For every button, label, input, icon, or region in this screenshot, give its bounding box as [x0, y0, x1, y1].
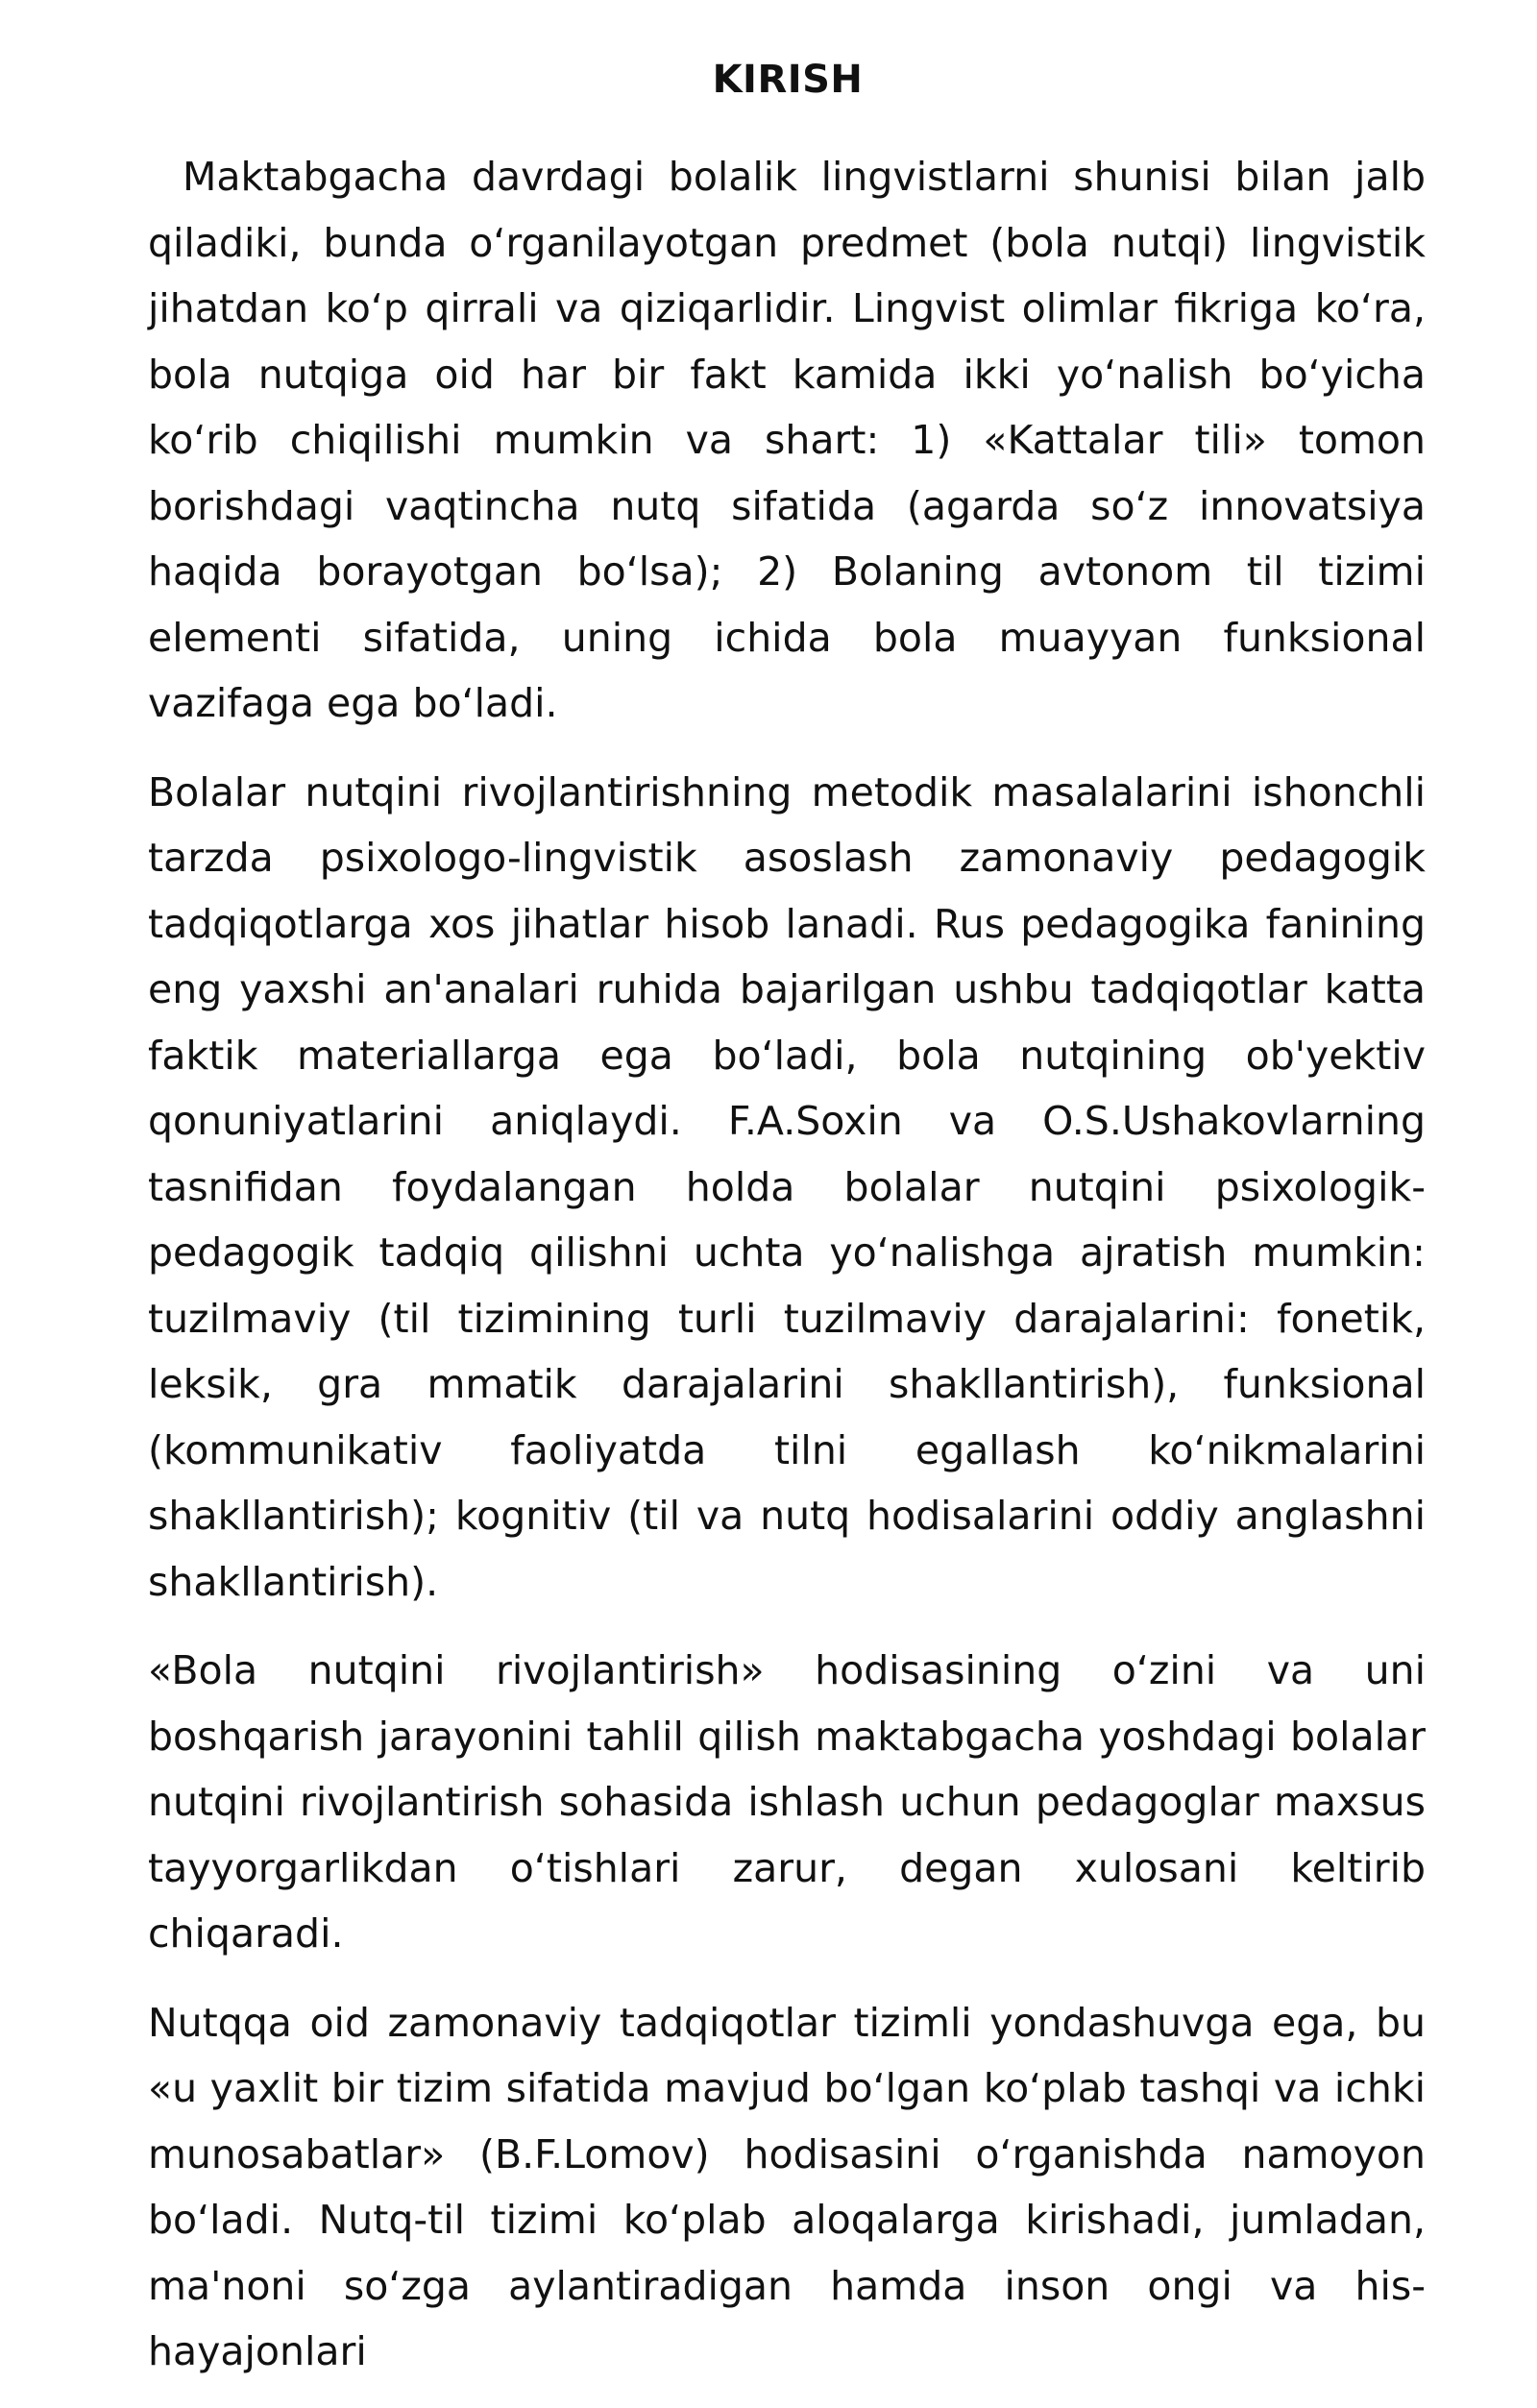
paragraph-3: «Bola nutqini rivojlantirish» hodisasining o‘zini va uni boshqarish jarayonini tahlil qilish maktabgacha yoshdagi bolalar nutqini rivojlantirish sohasida ishlash uchun pedagoglar maxsus tayyorgarlikdan o‘tishlari zarur, degan xulosani keltirib chiqaradi. — [148, 1647, 1426, 1957]
page-title: KIRISH — [712, 58, 864, 102]
paragraph-2: Bolalar nutqini rivojlantirishning metodik masalalarini ishonchli tarzda psixologo-lingvistik asoslash zamonaviy pedagogik tadqiqotlarga xos jihatlar hisob lanadi. Rus pedagogika fanining eng yaxshi an'analari ruhida bajarilgan ushbu tadqiqotlar katta faktik materiallarga ega bo‘ladi, bola nutqining ob'yektiv qonuniyatlarini aniqlaydi. F.A.Soxin va O.S.Ushakovlarning tasnifidan foydalangan holda bolalar nutqini psixologik-pedagogik tadqiq qilishni uchta yo‘nalishga ajratish mumkin: tuzilmaviy (til tizimining turli tuzilmaviy darajalarini: fonetik, leksik, gra mmatik darajalarini shakllantirish), funksional (kommunikativ faoliyatda tilni egallash ko‘nikmalarini shakllantirish); kognitiv (til va nutq hodisalarini oddiy anglashni shakllantirish). — [148, 768, 1426, 1605]
document-body — [148, 144, 1426, 2408]
paragraph-1: Maktabgacha davrdagi bolalik lingvistlarni shunisi bilan jalb qiladiki, bunda o‘rganilayotgan predmet (bola nutqi) lingvistik jihatdan ko‘p qirrali va qiziqarlidir. Lingvist olimlar fikriga ko‘ra, bola nutqiga oid har bir fakt kamida ikki yo‘nalish bo‘yicha ko‘rib chiqilishi mumkin va shart: 1) «Kattalar tili» tomon borishdagi vaqtincha nutq sifatida (agarda so‘z innovatsiya haqida borayotgan bo‘lsa); 2) Bolaning avtonom til tizimi elementi sifatida, uning ichida bola muayyan funksional vazifaga ega bo‘ladi. — [148, 154, 1426, 726]
paragraph-4: Nutqqa oid zamonaviy tadqiqotlar tizimli yondashuvga ega, bu «u yaxlit bir tizim sifatida mavjud bo‘lgan ko‘plab tashqi va ichki munosabatlar» (B.F.Lomov) hodisasini o‘rganishda namoyon bo‘ladi. Nutq-til tizimi ko‘plab aloqalarga kirishadi, jumladan, ma'noni so‘zga aylantiradigan hamda inson ongi va his-hayajonlari — [148, 1999, 1426, 2374]
